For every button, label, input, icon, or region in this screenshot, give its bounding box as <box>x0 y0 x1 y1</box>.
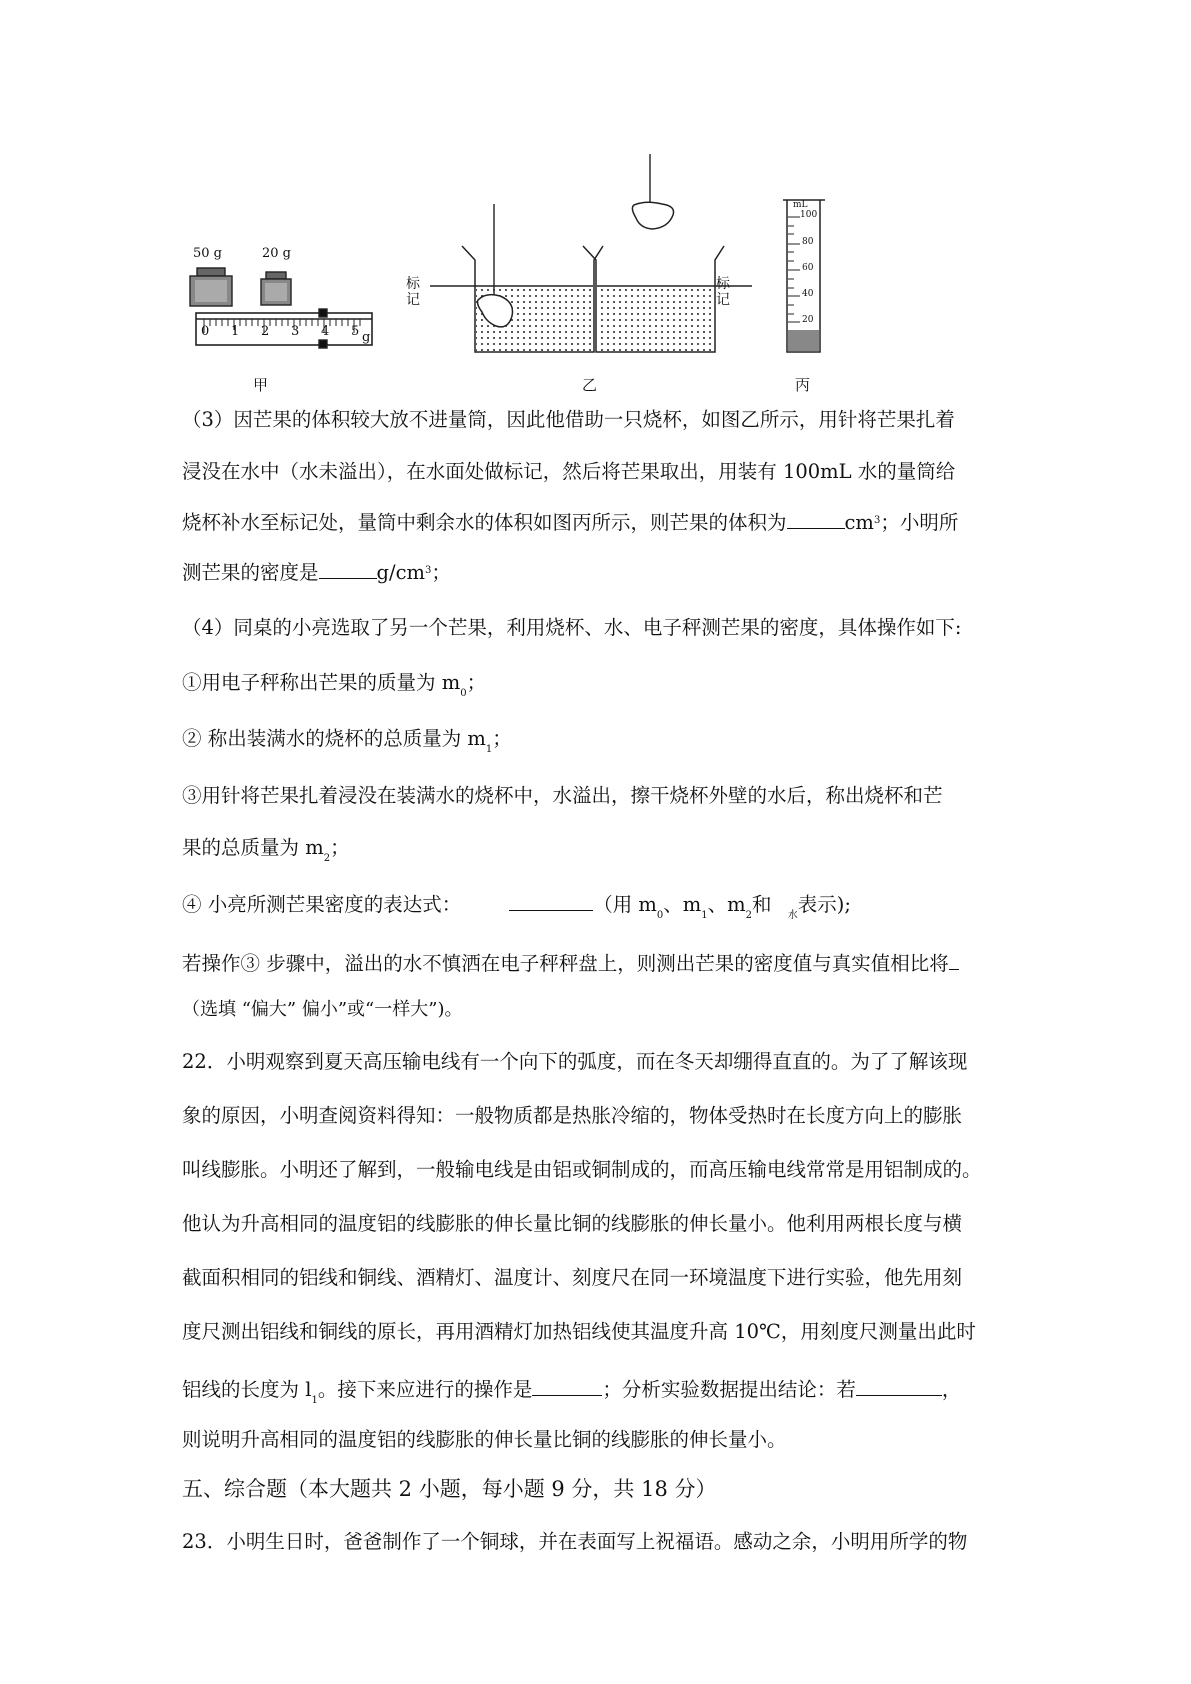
volume-answer-blank[interactable] <box>787 510 845 529</box>
caption-jia: 甲 <box>253 376 269 394</box>
experiment-figure <box>0 0 1191 400</box>
step-4-paren: （用 m <box>593 893 657 916</box>
step-2-text: ② 称出装满水的烧杯的总质量为 m <box>182 727 486 750</box>
q23-line-1: 23．小明生日时，爸爸制作了一个铜球，并在表面写上祝福语。感动之余，小明用所学的物 <box>182 1530 968 1553</box>
mark-label-right: 标记 <box>716 276 730 308</box>
sub-water: 水 <box>787 910 798 921</box>
q22-comma: ， <box>941 1378 962 1401</box>
density-unit: g/cm <box>376 561 425 584</box>
q22-conclusion-text: ；分析实验数据提出结论：若 <box>602 1378 856 1401</box>
scale-tick-0: 0 <box>201 324 210 339</box>
q22-line-4: 他认为升高相同的温度铝的线膨胀的伸长量比铜的线膨胀的伸长量小。他利用两根长度与横 <box>182 1212 963 1235</box>
conclusion-answer-blank[interactable] <box>856 1377 942 1396</box>
step-1-end: ； <box>466 671 487 694</box>
step-2-sub: 1 <box>485 744 493 755</box>
q4-step-4 <box>182 892 1022 928</box>
q22-line-7-text: 铝线的长度为 l <box>182 1378 312 1401</box>
q3-line-4-text: 测芒果的密度是 <box>182 561 319 584</box>
caption-yi: 乙 <box>582 376 598 394</box>
weight-20-label: 20 g <box>262 246 291 261</box>
q22-line-6: 度尺测出铝线和铜线的原长，再用酒精灯加热铝线使其温度升高 10℃，用刻度尺测量出此时 <box>182 1320 976 1343</box>
figure-drawing <box>0 0 1191 400</box>
sep-m2: 、m <box>707 893 746 916</box>
cylinder-tick-40: 40 <box>802 289 814 299</box>
sub-m0: 0 <box>656 910 664 921</box>
beaker-with-mango <box>430 204 603 352</box>
weight-50-label: 50 g <box>193 246 222 261</box>
q22-line-8: 则说明升高相同的温度铝的线膨胀的伸长量比铜的线膨胀的伸长量小。 <box>182 1428 787 1451</box>
volume-unit: cm <box>844 511 874 534</box>
scale-tick-1: 1 <box>231 324 240 339</box>
q3-line-1: （3）因芒果的体积较大放不进量筒，因此他借助一只烧杯，如图乙所示，用针将芒果扎着 <box>182 408 955 431</box>
q3-line-2: 浸没在水中（水未溢出），在水面处做标记，然后将芒果取出，用装有 100mL 水的量筒给 <box>182 460 956 483</box>
scale-tick-2: 2 <box>261 324 270 339</box>
step-3-sub: 2 <box>323 853 331 864</box>
cylinder-tick-100: 100 <box>800 210 818 220</box>
q3-line-4 <box>182 559 1022 585</box>
step-4-text: ④ 小亮所测芒果密度的表达式： <box>182 893 462 916</box>
q22-line-1: 22．小明观察到夏天高压输电线有一个向下的弧度，而在冬天却绷得直直的。为了了解该现 <box>182 1050 968 1073</box>
comparison-answer-blank[interactable] <box>949 951 959 970</box>
operation-answer-blank[interactable] <box>532 1377 602 1396</box>
q4-step-1 <box>182 671 1022 706</box>
caption-bing: 丙 <box>795 376 811 394</box>
sub-m1: 1 <box>701 910 708 921</box>
step-1-sub: 0 <box>460 688 467 699</box>
step-4-end: 表示); <box>797 893 851 916</box>
beaker-mango-removed <box>583 154 752 352</box>
step-2-end: ； <box>492 727 512 750</box>
q22-line-7 <box>182 1377 1022 1413</box>
q4-followup-line-1 <box>182 951 1022 976</box>
scale-tick-4: 4 <box>321 324 330 339</box>
and-word: 和 <box>752 893 778 916</box>
q4-intro: （4）同桌的小亮选取了另一个芒果，利用烧杯、水、电子秤测芒果的密度，具体操作如下: <box>182 616 962 639</box>
q3-line-3-text: 烧杯补水至标记处，量筒中剩余水的体积如图丙所示，则芒果的体积为 <box>182 511 787 534</box>
q4-step-2 <box>182 727 1022 762</box>
q22-line-5: 截面积相同的铝线和铜线、酒精灯、温度计、刻度尺在同一环境温度下进行实验，他先用刻 <box>182 1266 963 1289</box>
section-5-heading: 五、综合题（本大题共 2 小题，每小题 9 分，共 18 分） <box>182 1477 717 1501</box>
step-3-text: 果的总质量为 m <box>182 836 324 859</box>
density-unit-exp: 3 <box>424 565 432 576</box>
weights-scale-diagram <box>190 268 372 348</box>
q3-line-3-tail: ；小明所 <box>880 511 959 534</box>
sub-m2: 2 <box>745 910 753 921</box>
mark-label-left: 标记 <box>406 276 420 308</box>
q4-followup-line-2: （选填 “偏大” 偏小”或“一样大”)。 <box>182 999 463 1020</box>
followup-text: 若操作③ 步骤中，溢出的水不慎洒在电子秤秤盘上，则测出芒果的密度值与真实值相比将 <box>182 952 949 975</box>
volume-unit-exp: 3 <box>873 515 881 526</box>
cylinder-tick-60: 60 <box>802 263 814 273</box>
scale-unit-g: g <box>362 330 371 345</box>
q3-line-4-tail: ； <box>431 561 451 584</box>
scale-tick-3: 3 <box>291 324 300 339</box>
q3-line-3 <box>182 509 1022 535</box>
l1-sub: 1 <box>311 1395 318 1406</box>
q4-step-3-line-1: ③用针将芒果扎着浸没在装满水的烧杯中，水溢出，擦干烧杯外壁的水后，称出烧杯和芒 <box>182 784 943 807</box>
density-answer-blank[interactable] <box>319 560 377 579</box>
step-1-text: ①用电子秤称出芒果的质量为 m <box>182 671 461 694</box>
q4-step-3-line-2 <box>182 836 1022 871</box>
graduated-cylinder <box>783 200 825 352</box>
q22-line-2: 象的原因，小明查阅资料得知：一般物质都是热胀冷缩的，物体受热时在长度方向上的膨胀 <box>182 1104 963 1127</box>
cylinder-unit: mL <box>793 200 808 210</box>
cylinder-tick-20: 20 <box>802 315 814 325</box>
q22-line-3: 叫线膨胀。小明还了解到，一般输电线是由铝或铜制成的，而高压输电线常常是用铝制成的。 <box>182 1158 982 1181</box>
step-3-end: ； <box>330 836 350 859</box>
scale-tick-5: 5 <box>351 324 360 339</box>
expression-answer-blank[interactable] <box>509 892 593 911</box>
sep-m1: 、m <box>663 893 702 916</box>
q22-next-op: 。接下来应进行的操作是 <box>317 1378 533 1401</box>
cylinder-tick-80: 80 <box>802 237 814 247</box>
